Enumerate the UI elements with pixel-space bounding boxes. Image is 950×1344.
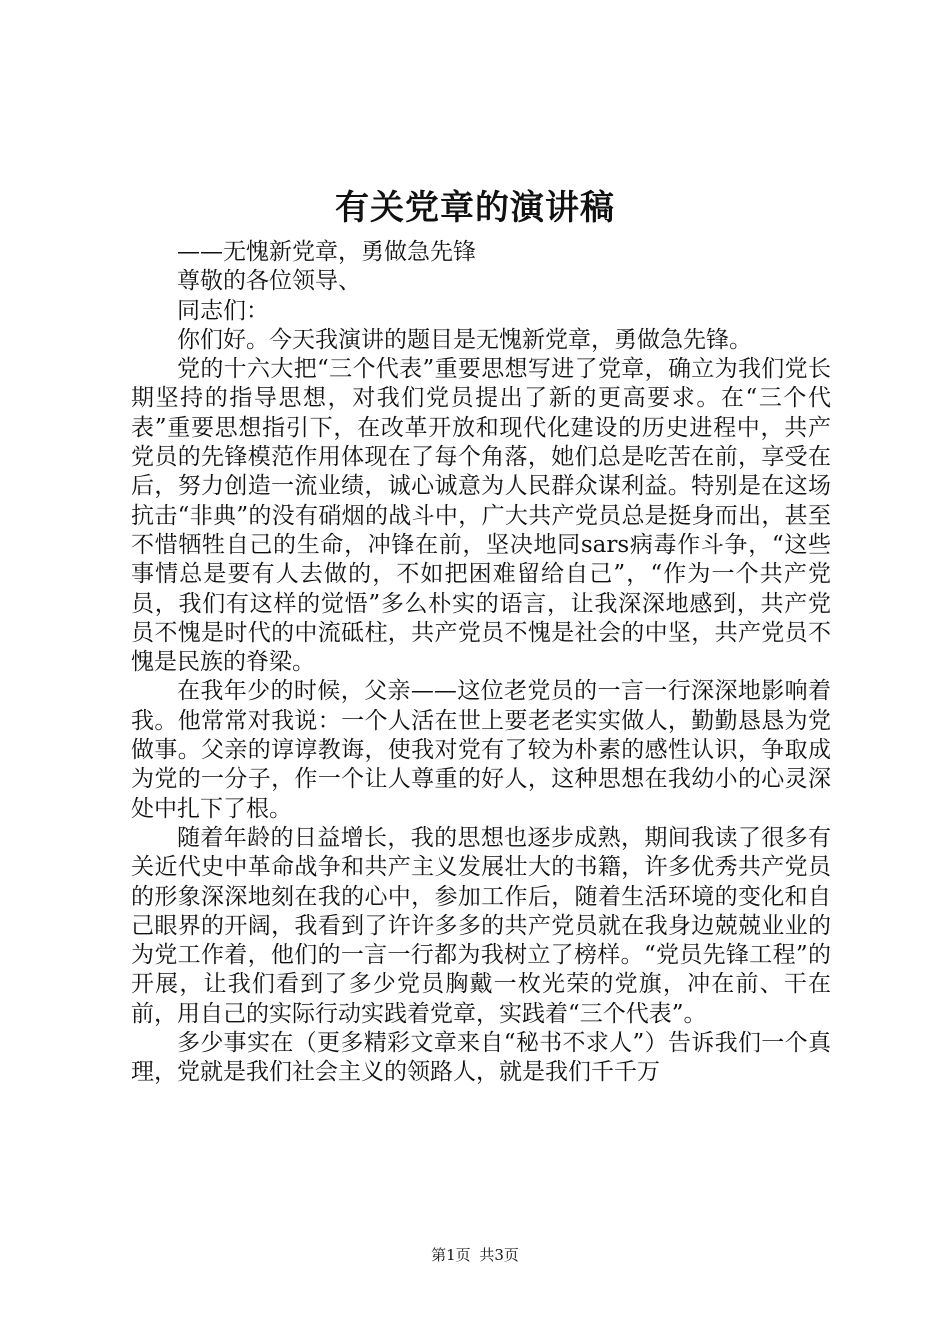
page-number: 第1页 — [431, 1246, 471, 1264]
body-paragraph: 随着年龄的日益增长，我的思想也逐步成熟，期间我读了很多有关近代史中革命战争和共产主义发展壮大的书籍，许多优秀共产党员的形象深深地刻在我的心中，参加工作后，随着生活环境的变化和自己眼界的开阔，我看到了许许多多的共产党员就在我身边兢兢业业的为党工作着，他们的一言一行都为我树立了榜样。“党员先锋工程”的开展，让我们看到了多少党员胸戴一枚光荣的党旗，冲在前、干在前，用自己的实际行动实践着党章，实践着“三个代表”。 — [131, 824, 831, 1027]
subtitle-line: ——无愧新党章，勇做急先锋 — [177, 239, 476, 265]
page-total: 共3页 — [479, 1246, 519, 1264]
document-body — [131, 238, 831, 1088]
opening-paragraph: 你们好。今天我演讲的题目是无愧新党章，勇做急先锋。 — [177, 326, 752, 353]
salutation-line: 尊敬的各位领导、 — [177, 268, 361, 295]
body-paragraph: 党的十六大把“三个代表”重要思想写进了党章，确立为我们党长期坚持的指导思想，对我们党员提出了新的更高要求。在“三个代表”重要思想指引下，在改革开放和现代化建设的历史进程中，共产党员的先锋模范作用体现在了每个角落，她们总是吃苦在前，享受在后，努力创造一流业绩，诚心诚意为人民群众谋利益。特别是在这场抗击“非典”的没有硝烟的战斗中，广大共产党员总是挺身而出，甚至不惜牺牲自己的生命，冲锋在前，坚决地同sars病毒作斗争，“这些事情总是要有人去做的，不如把困难留给自己”，“作为一个共产党员，我们有这样的觉悟”多么朴实的语言，让我深深地感到，共产党员不愧是时代的中流砥柱，共产党员不愧是社会的中坚，共产党员不愧是民族的脊梁。 — [131, 356, 831, 676]
body-paragraph: 在我年少的时候，父亲——这位老党员的一言一行深深地影响着我。他常常对我说：一个人活在世上要老老实实做人，勤勤恳恳为党做事。父亲的谆谆教诲，使我对党有了较为朴素的感性认识，争取成为党的一分子，作一个让人尊重的好人，这种思想在我幼小的心灵深处中扎下了根。 — [131, 678, 831, 822]
page-footer — [0, 1245, 950, 1265]
body-paragraph: 多少事实在（更多精彩文章来自“秘书不求人”）告诉我们一个真理，党就是我们社会主义的领路人，就是我们千千万 — [131, 1030, 831, 1086]
salutation-line: 同志们： — [177, 297, 269, 324]
document-title: 有关党章的演讲稿 — [335, 188, 615, 228]
